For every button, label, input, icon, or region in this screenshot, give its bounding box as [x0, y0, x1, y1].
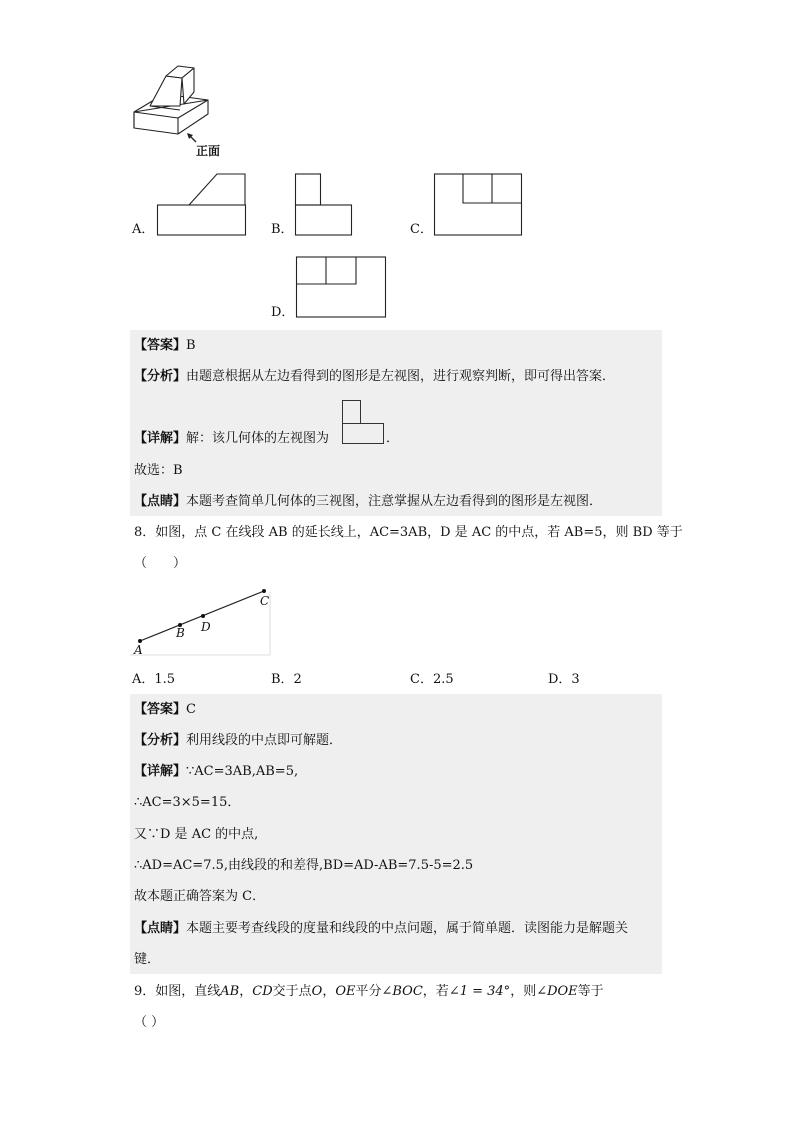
q7-analysis-line	[134, 368, 615, 386]
q8-answer-line	[134, 701, 196, 719]
q8-option-d[interactable]: D．3	[548, 672, 580, 687]
detail-tag: 【详解】	[134, 431, 187, 446]
q9-mid2: 平分	[355, 984, 382, 999]
q9-sep2: ，	[322, 984, 336, 999]
left-view-inline-figure	[342, 400, 386, 446]
answer-tag: 【答案】	[134, 702, 187, 717]
option-d-letter[interactable]: D．	[271, 305, 295, 320]
solid-3d-figure	[130, 62, 240, 152]
q8-detail-line3: 又∵D 是 AC 的中点,	[134, 827, 259, 842]
q7-detail-line	[134, 430, 329, 448]
q9-angle-doe: ∠DOE	[536, 984, 578, 999]
q9-ray-oe: OE	[335, 984, 356, 999]
q7-solution-panel	[130, 330, 662, 516]
comment-tag: 【点睛】	[134, 921, 187, 936]
analysis-tag: 【分析】	[134, 733, 187, 748]
q8-analysis-line	[134, 732, 342, 750]
answer-value: B	[186, 338, 196, 353]
q7-detail-end: ．	[386, 431, 400, 446]
front-view-label: 正面	[196, 144, 221, 158]
q8-option-a[interactable]: A．1.5	[132, 672, 176, 687]
q9-sep: ，	[239, 984, 253, 999]
option-c-figure[interactable]	[434, 173, 524, 237]
option-d-figure[interactable]	[296, 256, 388, 320]
q7-answer-line	[134, 337, 196, 355]
q9-line-cd: CD	[252, 984, 273, 999]
q8-comment-line2: 键．	[134, 952, 161, 967]
option-a-letter[interactable]: A．	[132, 222, 155, 237]
q7-comment-line	[134, 493, 602, 511]
q9-point-o: O	[311, 984, 323, 999]
q8-option-b[interactable]: B．2	[271, 672, 302, 687]
comment-text: 本题考查简单几何体的三视图，注意掌握从左边看得到的图形是左视图．	[186, 494, 603, 509]
q8-stem-line2: （ ）	[134, 556, 187, 571]
option-c-letter[interactable]: C．	[410, 222, 433, 237]
option-b-letter[interactable]: B．	[271, 222, 294, 237]
q9-line-ab: AB	[220, 984, 240, 999]
answer-tag: 【答案】	[134, 338, 187, 353]
q7-choice-line: 故选：B	[134, 463, 183, 478]
q9-mid4: ，则	[510, 984, 537, 999]
analysis-text: 利用线段的中点即可解题．	[186, 733, 343, 748]
q8-detail-line5: 故本题正确答案为 C．	[134, 889, 266, 904]
q8-detail-line1	[134, 763, 298, 781]
analysis-tag: 【分析】	[134, 369, 187, 384]
q8-detail-line4: ∴AD=AC=7.5,由线段的和差得,BD=AD-AB=7.5-5=2.5	[134, 858, 474, 873]
label-a: A	[134, 643, 143, 657]
q8-detail-line2: ∴AC=3×5=15．	[134, 795, 241, 810]
answer-value: C	[186, 702, 196, 717]
analysis-text: 由题意根据从左边看得到的图形是左视图，进行观察判断，即可得出答案．	[186, 369, 616, 384]
q9-stem-line1	[134, 983, 604, 1001]
option-a-figure[interactable]	[157, 173, 247, 237]
label-d: D	[201, 620, 211, 634]
q8-option-c[interactable]: C．2.5	[410, 672, 454, 687]
label-b: B	[176, 626, 185, 640]
q9-angle-1: ∠1 = 34°	[448, 984, 511, 999]
q8-stem-line1: 8．如图，点 C 在线段 AB 的延长线上，AC=3AB，D 是 AC 的中点，若 AB=5，则 BD 等于	[134, 525, 683, 540]
label-c: C	[260, 594, 270, 608]
comment-text: 本题主要考查线段的度量和线段的中点问题，属于简单题．读图能力是解题关	[186, 921, 629, 936]
q9-stem-line2: （ ）	[134, 1015, 165, 1030]
option-b-figure[interactable]	[295, 173, 355, 237]
detail-text: 解：该几何体的左视图为	[186, 431, 330, 446]
q9-angle-boc: ∠BOC	[381, 984, 423, 999]
q8-comment-line1	[134, 920, 628, 938]
q9-mid3: ，若	[422, 984, 449, 999]
comment-tag: 【点睛】	[134, 494, 187, 509]
q9-suffix: 等于	[577, 984, 604, 999]
detail-text: ∵AC=3AB,AB=5,	[186, 764, 299, 779]
q9-prefix: 9．如图，直线	[134, 984, 221, 999]
q9-mid1: 交于点	[272, 984, 312, 999]
detail-tag: 【详解】	[134, 764, 187, 779]
